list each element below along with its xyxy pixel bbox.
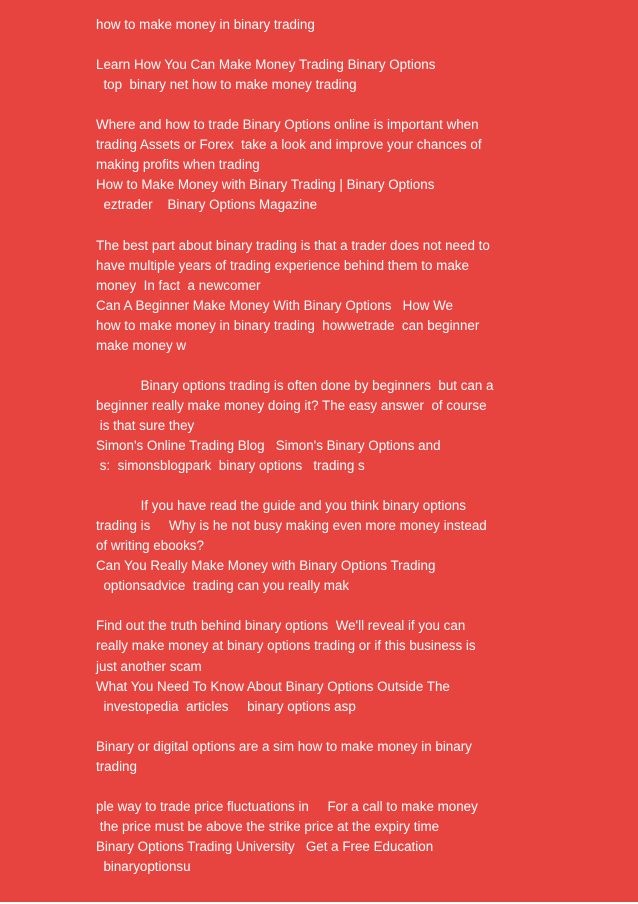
text-line: making profits when trading	[96, 157, 260, 173]
text-line: Where and how to trade Binary Options online is important when	[96, 117, 479, 133]
text-line: If you have read the guide and you think binary options	[96, 498, 466, 514]
text-line	[96, 476, 536, 496]
text-line	[96, 215, 536, 235]
text-line: of writing ebooks?	[96, 538, 204, 554]
document-text	[96, 15, 536, 877]
text-line	[96, 717, 536, 737]
text-line: How to Make Money with Binary Trading | Binary Options	[96, 177, 435, 193]
text-line: money In fact a newcomer	[96, 277, 261, 293]
text-line: eztrader Binary Options Magazine	[96, 197, 318, 213]
text-line: make money w	[96, 337, 187, 353]
text-line: trading Assets or Forex take a look and improve your chances of	[96, 137, 482, 153]
text-line: just another scam	[96, 658, 202, 674]
text-line: Find out the truth behind binary options We'll reveal if you can	[96, 618, 466, 634]
text-line: how to make money in binary trading	[96, 17, 315, 32]
text-line: s: simonsblogpark binary options trading s	[96, 458, 365, 474]
text-line: Simon's Online Trading Blog Simon's Binary Options and	[96, 437, 441, 453]
text-line: Binary options trading is often done by beginners but can a	[96, 377, 494, 393]
text-line: What You Need To Know About Binary Options Outside The	[96, 678, 450, 694]
text-line: Can A Beginner Make Money With Binary Options How We	[96, 297, 453, 313]
text-line	[96, 95, 536, 115]
text-line: trading	[96, 758, 137, 774]
text-line	[96, 777, 536, 797]
text-line: really make money at binary options trading or if this business is	[96, 638, 476, 654]
text-line: optionsadvice trading can you really mak	[96, 578, 350, 594]
text-line: ple way to trade price fluctuations in For a call to make money	[96, 798, 478, 814]
text-line: have multiple years of trading experience behind them to make	[96, 257, 469, 273]
text-line: The best part about binary trading is that a trader does not need to	[96, 237, 490, 253]
text-line: Binary Options Trading University Get a Free Education	[96, 838, 434, 854]
text-line: top binary net how to make money trading	[96, 77, 357, 93]
text-line	[96, 596, 536, 616]
text-line: investopedia articles binary options asp	[96, 698, 356, 714]
text-line: beginner really make money doing it? The easy answer of course	[96, 397, 487, 413]
text-line	[96, 356, 536, 376]
text-line: Learn How You Can Make Money Trading Binary Options	[96, 57, 436, 73]
text-line: is that sure they	[96, 417, 195, 433]
text-line: Binary or digital options are a sim how to make money in binary	[96, 738, 472, 754]
text-line: Can You Really Make Money with Binary Options Trading	[96, 558, 436, 574]
text-line: the price must be above the strike price at the expiry time	[96, 818, 440, 834]
text-line	[96, 35, 536, 55]
text-line: binaryoptionsu	[96, 858, 191, 874]
text-line: how to make money in binary trading howwetrade can beginner	[96, 317, 480, 333]
text-line: trading is Why is he not busy making even more money instead	[96, 518, 487, 534]
